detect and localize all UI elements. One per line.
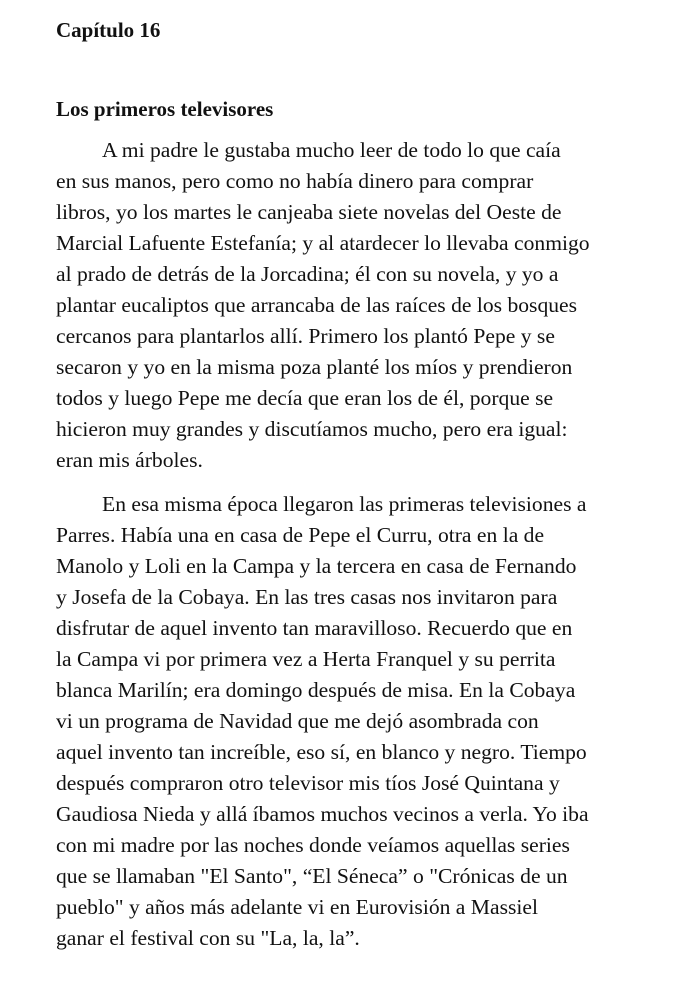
paragraph-line: aquel invento tan increíble, eso sí, en blanco y negro. Tiempo [56, 740, 587, 764]
paragraph-line: hicieron muy grandes y discutíamos mucho, pero era igual: [56, 417, 568, 441]
paragraph-line: al prado de detrás de la Jorcadina; él con su novela, y yo a [56, 262, 559, 286]
paragraph-line: Parres. Había una en casa de Pepe el Curru, otra en la de [56, 523, 545, 547]
paragraph-line: En esa misma época llegaron las primeras televisiones a [102, 492, 587, 516]
paragraph-line: secaron y yo en la misma poza planté los míos y prendieron [56, 355, 573, 379]
chapter-title: Capítulo 16 [56, 18, 161, 42]
paragraph-line: disfrutar de aquel invento tan maravilloso. Recuerdo que en [56, 616, 573, 640]
paragraph-line: vi un programa de Navidad que me dejó asombrada con [56, 709, 539, 733]
paragraph-line: con mi madre por las noches donde veíamos aquellas series [56, 833, 570, 857]
paragraph-line: cercanos para plantarlos allí. Primero los plantó Pepe y se [56, 324, 555, 348]
paragraph-line: Gaudiosa Nieda y allá íbamos muchos vecinos a verla. Yo iba [56, 802, 589, 826]
paragraph-line: la Campa vi por primera vez a Herta Franquel y su perrita [56, 647, 556, 671]
paragraph-line: libros, yo los martes le canjeaba siete novelas del Oeste de [56, 200, 562, 224]
paragraph-line: A mi padre le gustaba mucho leer de todo lo que caía [102, 138, 561, 162]
paragraph-line: pueblo" y años más adelante vi en Eurovisión a Massiel [56, 895, 538, 919]
section-title: Los primeros televisores [56, 97, 274, 121]
paragraph-line: en sus manos, pero como no había dinero para comprar [56, 169, 534, 193]
paragraph-line: plantar eucaliptos que arrancaba de las raíces de los bosques [56, 293, 578, 317]
paragraph-line: blanca Marilín; era domingo después de misa. En la Cobaya [56, 678, 576, 702]
paragraph-line: ganar el festival con su "La, la, la”. [56, 926, 360, 950]
paragraph-line: Manolo y Loli en la Campa y la tercera en casa de Fernando [56, 554, 577, 578]
paragraph-line: Marcial Lafuente Estefanía; y al atardecer lo llevaba conmigo [56, 231, 590, 255]
paragraph-line: eran mis árboles. [56, 448, 203, 472]
paragraph-line: y Josefa de la Cobaya. En las tres casas nos invitaron para [56, 585, 558, 609]
paragraph-line: después compraron otro televisor mis tíos José Quintana y [56, 771, 560, 795]
paragraph-line: que se llamaban "El Santo", “El Séneca” o "Crónicas de un [56, 864, 568, 888]
paragraph-line: todos y luego Pepe me decía que eran los de él, porque se [56, 386, 554, 410]
